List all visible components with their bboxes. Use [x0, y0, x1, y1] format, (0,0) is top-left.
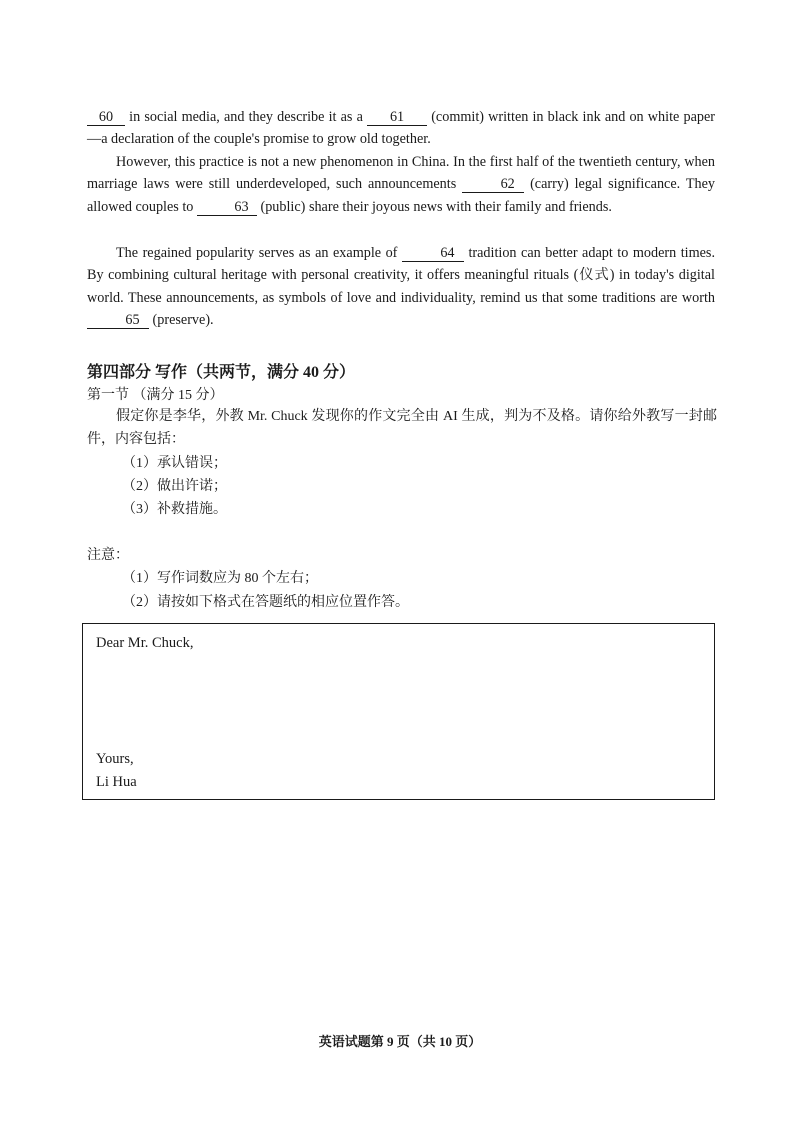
- requirement-item: （3）补救措施。: [122, 502, 227, 517]
- letter-closing: Yours,: [96, 751, 134, 767]
- passage-text: The regained popularity serves as an example of: [116, 245, 402, 261]
- requirement-item: （1）承认错误；: [122, 456, 227, 471]
- passage-text: However, this practice is not a new phenomenon in China. In the first half of the twentieth century, when marriage laws were still underdeveloped, such announcements: [87, 154, 715, 193]
- writing-prompt: 假定你是李华，外教 Mr. Chuck 发现你的作文完全由 AI 生成，判为不及格。请你给外教写一封邮件，内容包括：: [87, 409, 717, 447]
- passage-text: (carry) legal significance. They allowed couples to: [87, 176, 715, 215]
- blank-63: 63: [197, 199, 257, 216]
- passage-paragraph-3: [87, 242, 715, 332]
- blank-62: 62: [462, 176, 524, 193]
- blank-60: 60: [87, 109, 125, 126]
- passage-text: (commit) written in black ink and on white paper—a declaration of the couple's promise to grow old together.: [87, 109, 715, 148]
- note-item: （1）写作词数应为 80 个左右；: [122, 571, 318, 586]
- passage-text: tradition can better adapt to modern times. By combining cultural heritage with personal creativity, it offers meaningful rituals (仪式) in today's digital world. These announcements, as symbols of love and individuality, remind us that some traditions are worth: [87, 245, 716, 306]
- passage-text: (public) share their joyous news with their family and friends.: [256, 198, 612, 215]
- page-footer: 英语试题第 9 页（共 10 页）: [318, 1034, 482, 1049]
- blank-65: 65: [87, 312, 149, 329]
- passage-paragraph-1: [87, 106, 715, 151]
- blank-61: 61: [367, 109, 427, 126]
- passage-text: in social media, and they describe it as a: [125, 109, 368, 125]
- passage-paragraph-2: [87, 151, 715, 218]
- section-heading: 第四部分 写作（共两节，满分 40 分）: [87, 364, 356, 381]
- blank-64: 64: [402, 245, 464, 262]
- passage-text: (preserve).: [149, 312, 214, 329]
- answer-box: [82, 623, 715, 800]
- note-item: （2）请按如下格式在答题纸的相应位置作答。: [122, 595, 409, 610]
- part-heading: 第一节 （满分 15 分）: [87, 388, 224, 403]
- letter-greeting: Dear Mr. Chuck,: [96, 635, 194, 651]
- requirement-item: （2）做出许诺；: [122, 479, 227, 494]
- note-label: 注意：: [87, 548, 129, 563]
- letter-signature: Li Hua: [96, 774, 137, 790]
